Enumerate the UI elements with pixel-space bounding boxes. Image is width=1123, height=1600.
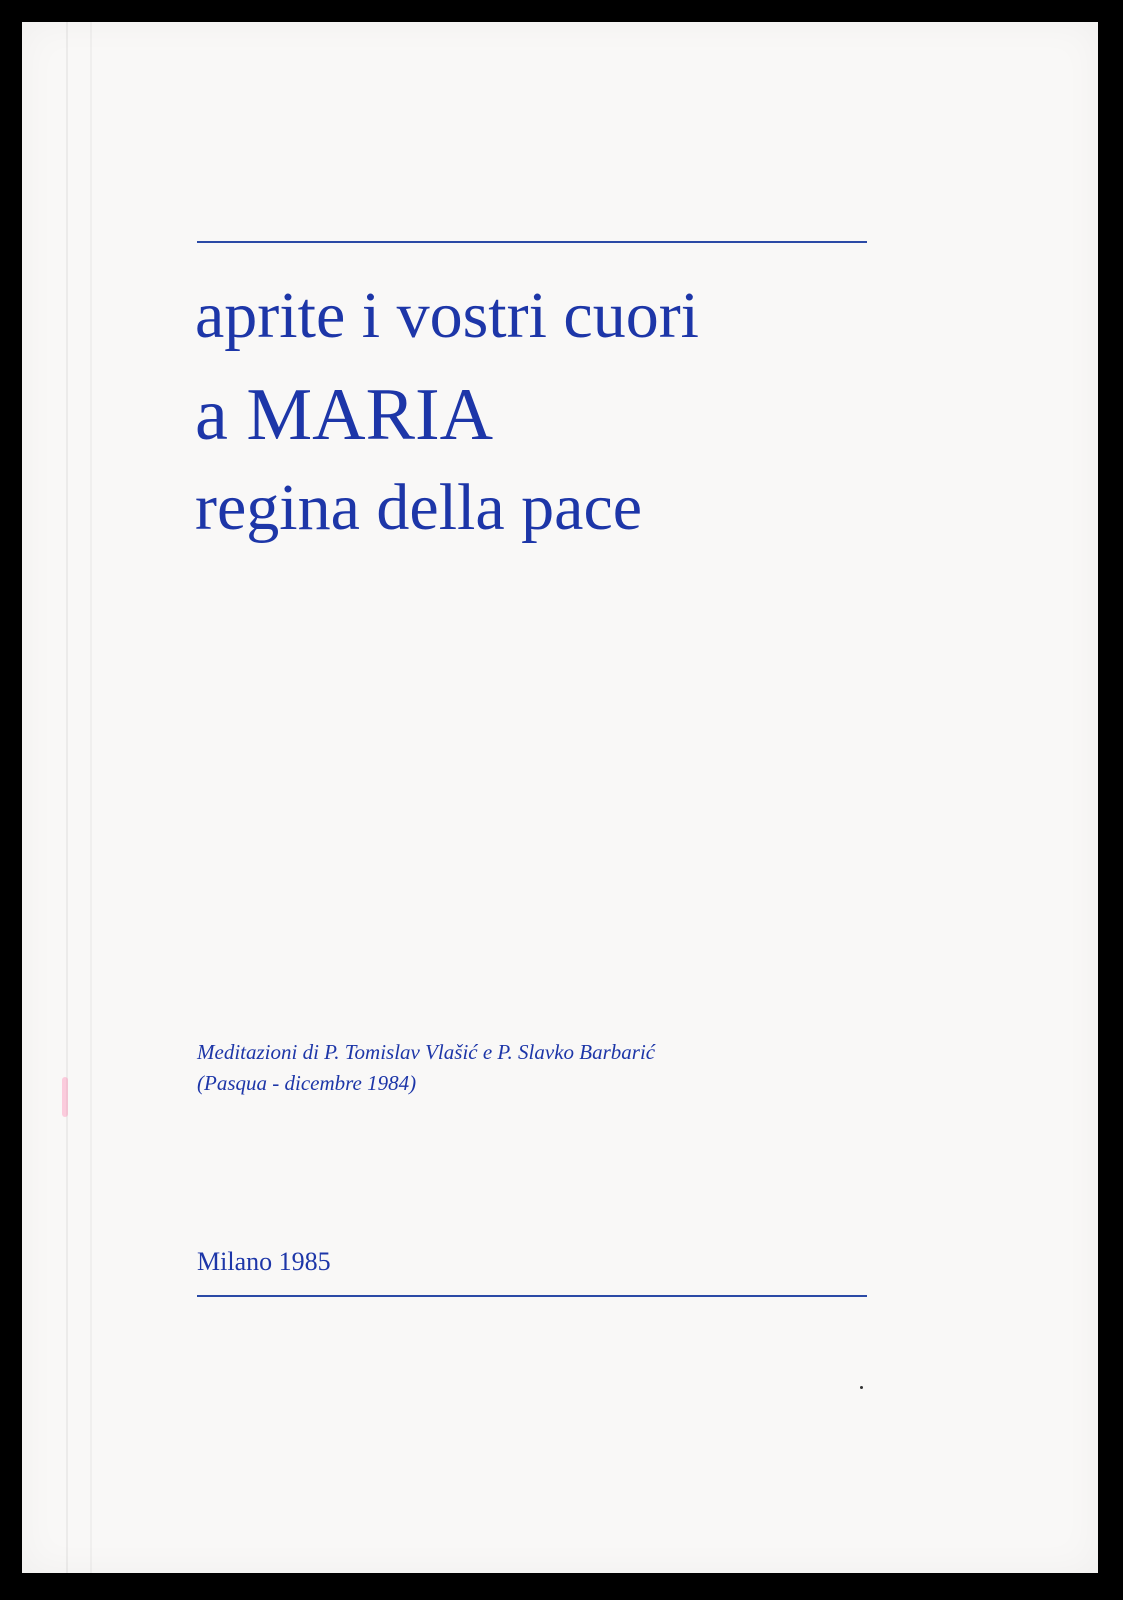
subtitle-authors: Meditazioni di P. Tomislav Vlašić e P. Slavko Barbarić — [197, 1040, 656, 1064]
stain-mark — [62, 1077, 68, 1117]
title-line-3: regina della pace — [195, 471, 643, 544]
bottom-rule — [197, 1295, 867, 1297]
place-year: Milano 1985 — [197, 1247, 331, 1276]
book-cover — [22, 22, 1098, 1573]
subtitle-dates: (Pasqua - dicembre 1984) — [197, 1071, 417, 1095]
title-line-2: a MARIA — [195, 374, 494, 456]
top-rule — [197, 241, 867, 243]
spine-crease-inner — [90, 22, 92, 1573]
title-line-1: aprite i vostri cuori — [195, 279, 700, 352]
speck-mark — [860, 1386, 863, 1389]
spine-crease — [66, 22, 68, 1573]
